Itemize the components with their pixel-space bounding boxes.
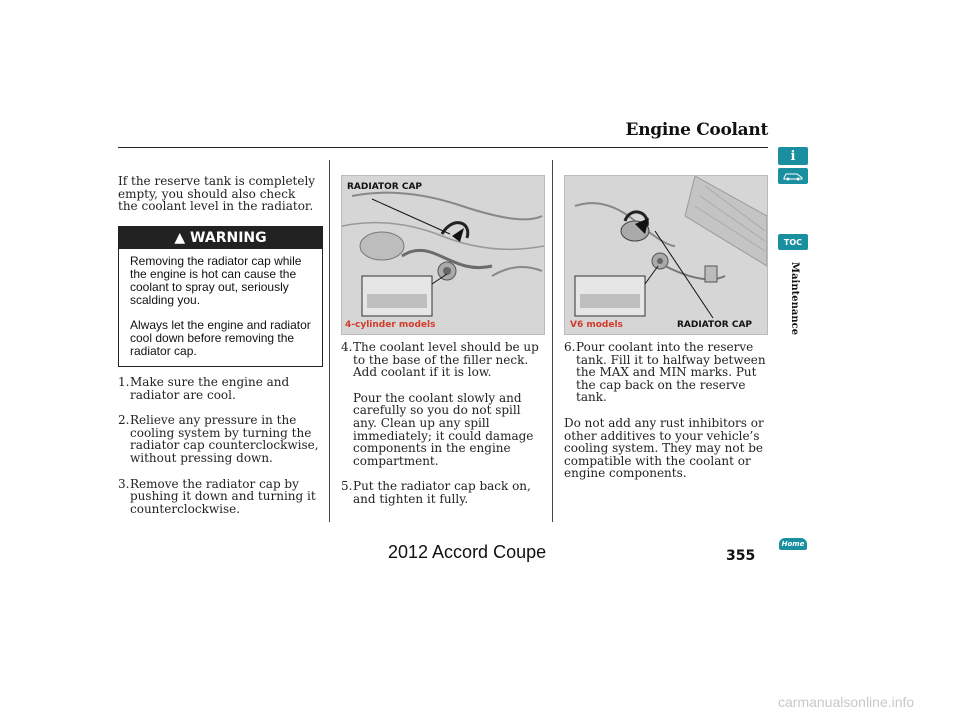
photo-label-radiator-cap-v6: RADIATOR CAP: [677, 320, 753, 330]
steps-list-left: [118, 376, 323, 515]
step-number: 6.: [564, 340, 576, 354]
page-number: 355: [726, 548, 756, 564]
engine-photo-v6: [564, 175, 768, 335]
step-number: 1.: [118, 375, 130, 389]
engine-illustration-4cyl: [342, 176, 544, 334]
photo-label-radiator-cap: RADIATOR CAP: [347, 182, 423, 192]
step-6: [564, 341, 769, 404]
vehicle-tab[interactable]: [778, 168, 808, 184]
warning-para-1: Removing the radiator cap while the engine is hot can cause the coolant to spray out, seriously scalding you.: [130, 254, 302, 307]
step-text: Make sure the engine and radiator are cool.: [130, 375, 290, 402]
step-text: Relieve any pressure in the cooling system by turning the radiator cap counterclockwise, without pressing down.: [130, 413, 319, 465]
step-4: [341, 341, 546, 379]
car-icon: [782, 171, 804, 181]
toc-button[interactable]: [778, 234, 808, 250]
page-title: Engine Coolant: [625, 120, 768, 140]
step-number: 5.: [341, 479, 353, 494]
step-number: 3.: [118, 476, 130, 491]
step-5: [341, 480, 546, 505]
step-number: 4.: [341, 340, 353, 354]
column-divider-right: [552, 160, 553, 522]
step-text: Put the radiator cap back on, and tighten it fully.: [353, 479, 531, 506]
engine-photo-4cyl: [341, 175, 545, 335]
watermark: carmanualsonline.info: [778, 694, 915, 710]
home-button[interactable]: [779, 538, 807, 550]
steps-list-right: [564, 341, 769, 480]
steps-list-middle: [341, 341, 546, 506]
info-tab[interactable]: [778, 147, 808, 165]
warning-triangle-icon: ▲: [174, 230, 186, 246]
step-3: [118, 478, 323, 516]
step-text: The coolant level should be up to the base of the filler neck. Add coolant if it is low.: [353, 340, 539, 380]
step-4-paragraph: Pour the coolant slowly and carefully so you do not spill any. Clean up any spill immediately; it could damage components in the engine compartment.: [353, 390, 534, 468]
step-2: [118, 414, 323, 464]
column-divider-left: [329, 160, 330, 522]
warning-title: WARNING: [190, 230, 267, 246]
warning-text: [119, 249, 322, 358]
warning-para-2: Always let the engine and radiator cool down before removing the radiator cap.: [130, 318, 311, 358]
photo-label-4cyl: 4-cylinder models: [345, 320, 436, 330]
step-number: 2.: [118, 413, 130, 428]
section-label: Maintenance: [789, 262, 800, 336]
header-rule: [118, 147, 768, 148]
warning-box: [118, 226, 323, 367]
additives-note: Do not add any rust inhibitors or other additives to your vehicle’s cooling system. They may not be compatible with the coolant or engine components.: [564, 415, 764, 481]
step-text: Pour coolant into the reserve tank. Fill it to halfway between the MAX and MIN marks. Put the cap back on the reserve tank.: [576, 340, 766, 405]
toc-label: TOC: [783, 237, 803, 247]
engine-illustration-v6: [565, 176, 767, 334]
intro-paragraph: If the reserve tank is completely empty, you should also check the coolant level in the radiator.: [118, 174, 316, 214]
home-label: Home: [781, 540, 805, 548]
info-icon: i: [790, 148, 796, 164]
step-text: Remove the radiator cap by pushing it down and turning it counterclockwise.: [130, 476, 316, 516]
photo-label-v6: V6 models: [570, 320, 623, 330]
warning-heading: [119, 227, 322, 249]
model-footer: 2012 Accord Coupe: [388, 542, 547, 562]
step-1: [118, 376, 323, 401]
